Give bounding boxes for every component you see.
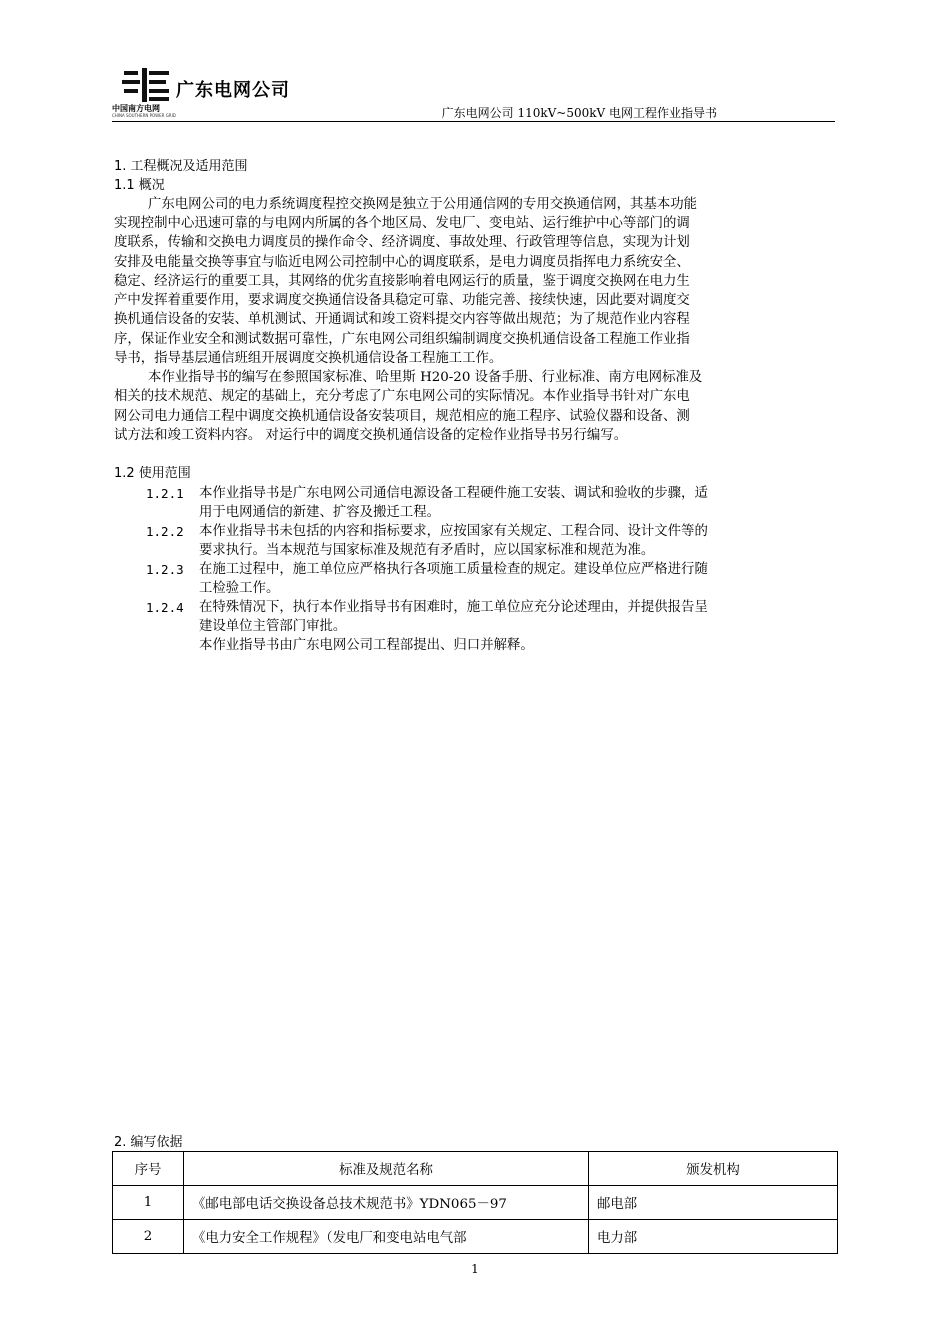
column-header-issuer: 颁发机构 [589, 1152, 838, 1186]
paragraph-line: 换机通信设备的安装、单机测试、开通调试和竣工资料提交内容等做出规范；为了规范作业内容程 [114, 312, 690, 327]
column-header-standard-name: 标准及规范名称 [184, 1152, 589, 1186]
paragraph-line: 序，保证作业安全和测试数据可靠性，广东电网公司组织编制调度交换机通信设备工程施工作业指 [114, 332, 690, 347]
table-row [113, 1186, 838, 1220]
paragraph-line: 安排及电能量交换等事宜与临近电网公司控制中心的调度联系，是电力调度员指挥电力系统安全、 [114, 255, 690, 270]
item-text: 本作业指导书是广东电网公司通信电源设备工程硬件施工安装、调试和验收的步骤，适 [199, 486, 708, 501]
logo-english-text: CHINA SOUTHERN POWER GRID [112, 113, 176, 118]
paragraph-line: 相关的技术规范、规定的基础上，充分考虑了广东电网公司的实际情况。本作业指导书针对广东电 [114, 389, 690, 404]
csg-logo-icon [122, 68, 170, 102]
paragraph-line: 试方法和竣工资料内容。 对运行中的调度交换机通信设备的定检作业指导书另行编写。 [114, 428, 628, 443]
item-text: 要求执行。当本规范与国家标准及规范有矛盾时，应以国家标准和规范为准。 [199, 543, 655, 558]
closing-statement: 本作业指导书由广东电网公司工程部提出、归口并解释。 [199, 638, 534, 653]
row-issuer: 电力部 [589, 1220, 838, 1254]
item-number: 1.2.4 [146, 600, 184, 615]
logo-chinese-text: 中国南方电网 [112, 104, 160, 113]
item-number: 1.2.2 [146, 524, 184, 539]
section-1-1-title: 1.1 概况 [114, 178, 165, 193]
row-number: 2 [113, 1220, 184, 1254]
paragraph-line: 本作业指导书的编写在参照国家标准、哈里斯 H20-20 设备手册、行业标准、南方电网标准及 [148, 370, 703, 385]
paragraph-line: 产中发挥着重要作用，要求调度交换通信设备具稳定可靠、功能完善、接续快速，因此要对调度交 [114, 293, 690, 308]
paragraph-line: 导书，指导基层通信班组开展调度交换机通信设备工程施工工作。 [114, 351, 503, 366]
item-number: 1.2.3 [146, 562, 184, 577]
page-number: 1 [471, 1262, 479, 1276]
table-row [113, 1220, 838, 1254]
item-number: 1.2.1 [146, 486, 184, 501]
row-number: 1 [113, 1186, 184, 1220]
section-1-2-title: 1.2 使用范围 [114, 466, 191, 481]
paragraph-line: 广东电网公司的电力系统调度程控交换网是独立于公用通信网的专用交换通信网，其基本功能 [148, 197, 698, 212]
row-standard-name: 《邮电部电话交换设备总技术规范书》YDN065－97 [184, 1186, 589, 1220]
section-2-title: 2. 编写依据 [114, 1135, 183, 1150]
row-issuer: 邮电部 [589, 1186, 838, 1220]
paragraph-line: 稳定、经济运行的重要工具，其网络的优劣直接影响着电网运行的质量，鉴于调度交换网在电力生 [114, 274, 690, 289]
header-divider [112, 121, 835, 122]
paragraph-line: 实现控制中心迅速可靠的与电网内所属的各个地区局、发电厂、变电站、运行维护中心等部门的调 [114, 216, 690, 231]
table-header-row [113, 1152, 838, 1186]
logo-company-name: 广东电网公司 [176, 80, 290, 101]
item-text: 建设单位主管部门审批。 [199, 619, 347, 634]
document-header-title: 广东电网公司 110kV~500kV 电网工程作业指导书 [441, 106, 717, 120]
company-logo [112, 66, 302, 118]
column-header-number: 序号 [113, 1152, 184, 1186]
standards-table [112, 1151, 838, 1254]
item-text: 工检验工作。 [199, 581, 280, 596]
item-text: 在特殊情况下，执行本作业指导书有困难时，施工单位应充分论述理由，并提供报告呈 [199, 600, 708, 615]
section-1-title: 1. 工程概况及适用范围 [114, 159, 248, 174]
item-text: 用于电网通信的新建、扩容及搬迁工程。 [199, 505, 441, 520]
paragraph-line: 网公司电力通信工程中调度交换机通信设备安装项目，规范相应的施工程序、试验仪器和设备、测 [114, 409, 690, 424]
paragraph-line: 度联系，传输和交换电力调度员的操作命令、经济调度、事故处理、行政管理等信息，实现为计划 [114, 235, 690, 250]
item-text: 本作业指导书未包括的内容和指标要求，应按国家有关规定、工程合同、设计文件等的 [199, 524, 708, 539]
row-standard-name: 《电力安全工作规程》（发电厂和变电站电气部 [184, 1220, 589, 1254]
item-text: 在施工过程中，施工单位应严格执行各项施工质量检查的规定。建设单位应严格进行随 [199, 562, 708, 577]
